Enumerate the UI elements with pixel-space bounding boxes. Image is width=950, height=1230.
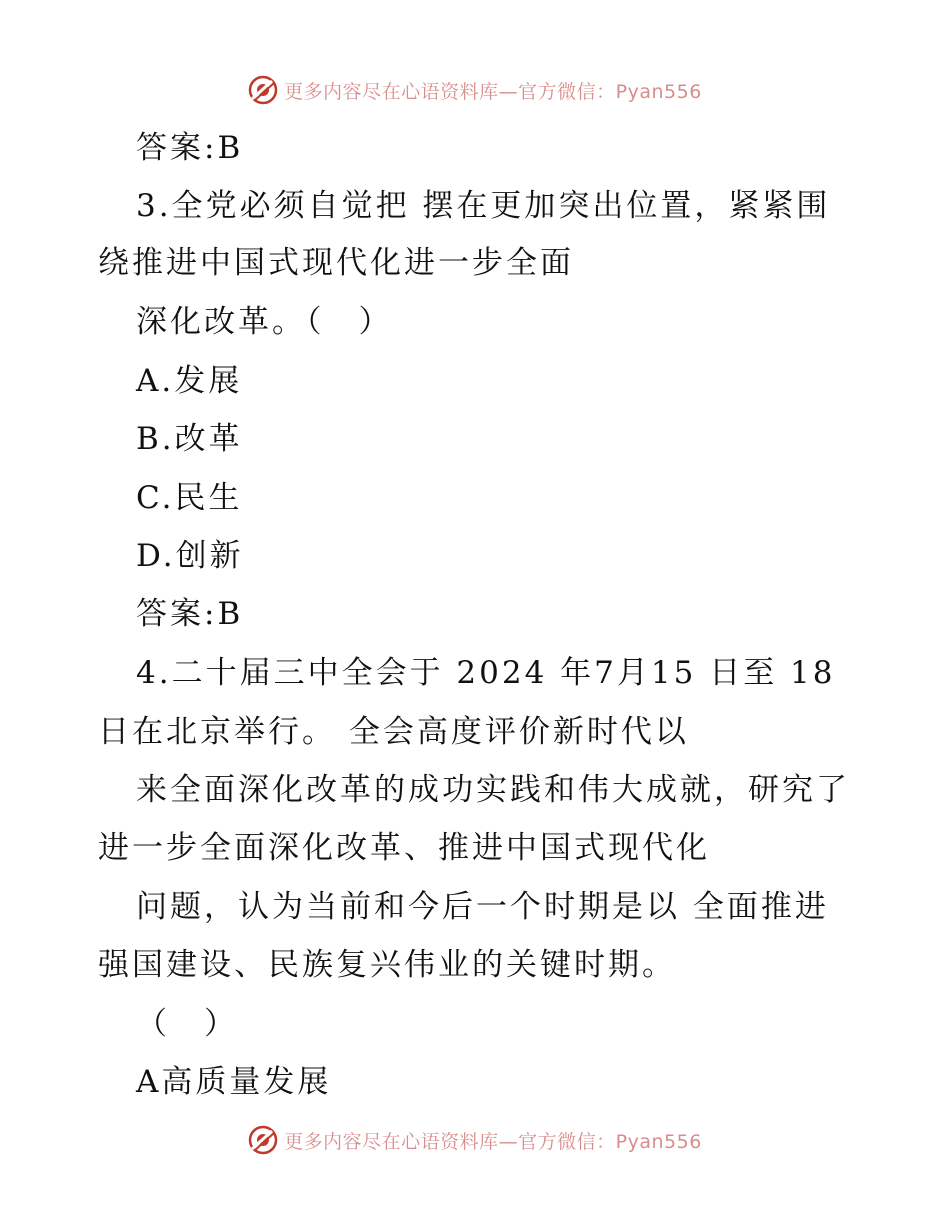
question-3-line-2: 绕推进中国式现代化进一步全面: [98, 245, 574, 281]
question-3-line-3: 深化改革。（ ）: [136, 304, 393, 340]
question-4-line-6: 强国建设、民族复兴伟业的关键时期。: [98, 947, 676, 983]
footer-watermark: [0, 1120, 950, 1160]
option-d: D.创新: [136, 538, 244, 574]
question-4-line-1: 4.二十届三中全会于 2024 年7月15 日至 18: [136, 655, 836, 691]
option-a: A高质量发展: [136, 1064, 332, 1100]
answer-line: 答案:B: [136, 130, 244, 166]
watermark-text: 更多内容尽在心语资料库—官方微信：Pyan556: [284, 1130, 702, 1153]
option-c: C.民生: [136, 480, 243, 516]
question-3-line-1: 3.全党必须自觉把 摆在更加突出位置，紧紧围: [136, 188, 831, 224]
question-4-line-3: 来全面深化改革的成功实践和伟大成就，研究了: [136, 772, 850, 808]
question-4-line-2: 日在北京举行。 全会高度评价新时代以: [98, 714, 689, 750]
option-a: A.发展: [136, 363, 243, 399]
question-4-blank: （ ）: [136, 1006, 238, 1042]
watermark-text: 更多内容尽在心语资料库—官方微信：Pyan556: [284, 80, 702, 103]
option-b: B.改革: [136, 421, 243, 457]
brand-logo-icon: [248, 1125, 278, 1155]
question-4-line-5: 问题，认为当前和今后一个时期是以 全面推进: [136, 889, 829, 925]
answer-line: 答案:B: [136, 596, 244, 632]
question-4-line-4: 进一步全面深化改革、推进中国式现代化: [98, 830, 710, 866]
